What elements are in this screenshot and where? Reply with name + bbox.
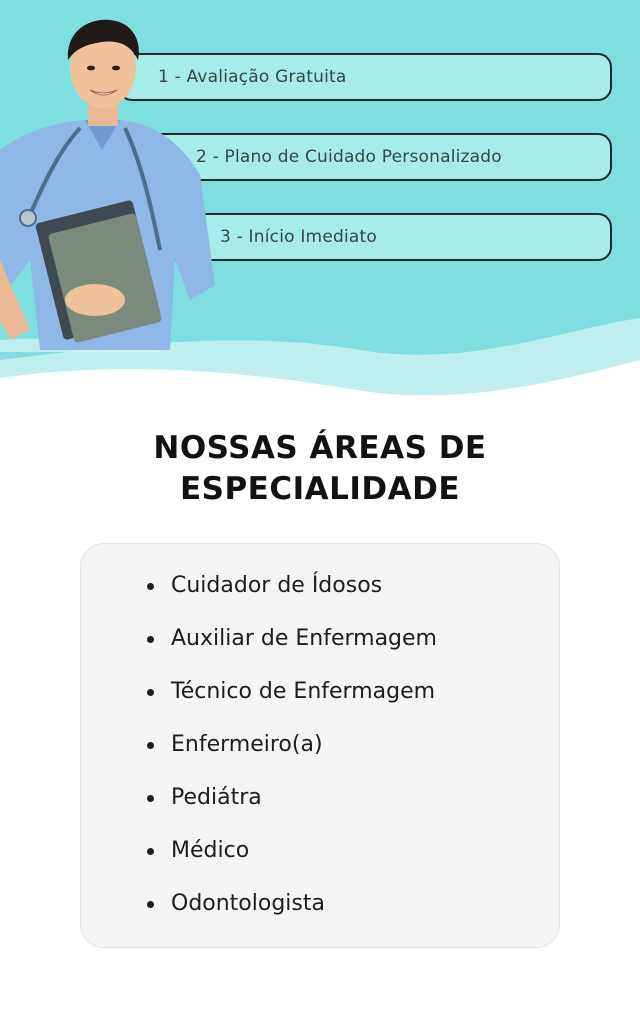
heading-line-1: NOSSAS ÁREAS DE [153,430,487,466]
bullet-icon [147,636,154,643]
bullet-icon [147,742,154,749]
step-1-label: 1 - Avaliação Gratuita [158,67,347,87]
list-item: Odontologista [147,887,437,940]
bullet-icon [147,583,154,590]
nurse-photo [0,0,230,370]
list-item: Pediátra [147,781,437,834]
list-item: Médico [147,834,437,887]
bullet-icon [147,689,154,696]
bullet-icon [147,848,154,855]
specialties-card [80,543,560,948]
bullet-icon [147,795,154,802]
bullet-icon [147,901,154,908]
list-item: Cuidador de Ídosos [147,569,437,622]
hero-banner [0,0,640,400]
step-2-label: 2 - Plano de Cuidado Personalizado [196,147,502,167]
list-item: Enfermeiro(a) [147,728,437,781]
specialties-list [147,569,437,940]
list-item: Auxiliar de Enfermagem [147,622,437,675]
list-item: Técnico de Enfermagem [147,675,437,728]
section-heading [0,428,640,510]
step-3-label: 3 - Início Imediato [220,227,377,247]
heading-line-2: ESPECIALIDADE [179,471,461,507]
